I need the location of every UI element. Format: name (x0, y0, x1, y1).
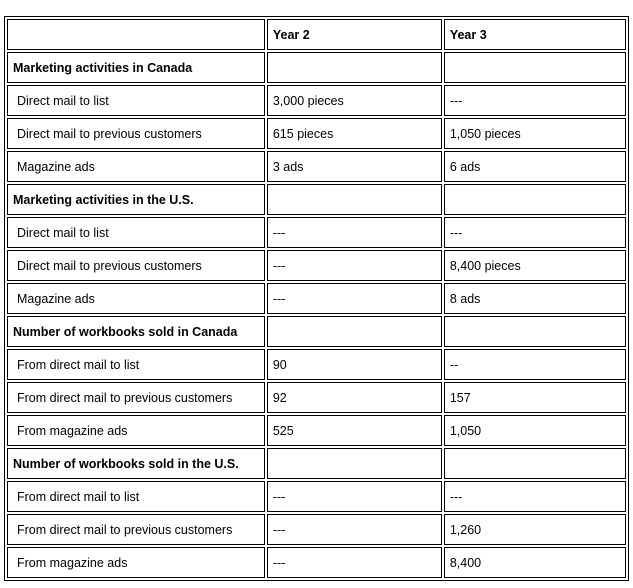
empty-cell (444, 184, 626, 215)
empty-cell (267, 184, 442, 215)
year3-value: 8,400 pieces (444, 250, 626, 281)
empty-cell (267, 316, 442, 347)
section-title: Marketing activities in Canada (7, 52, 265, 83)
year3-value: --- (444, 217, 626, 248)
year2-value: --- (267, 250, 442, 281)
row-label: Direct mail to previous customers (7, 118, 265, 149)
row-label: Direct mail to list (7, 85, 265, 116)
empty-cell (267, 448, 442, 479)
year2-value: 615 pieces (267, 118, 442, 149)
section-row (7, 52, 626, 83)
year2-value: --- (267, 481, 442, 512)
year2-value: --- (267, 547, 442, 578)
table-row (7, 382, 626, 413)
year2-value: --- (267, 514, 442, 545)
year3-value: 8 ads (444, 283, 626, 314)
section-title: Number of workbooks sold in the U.S. (7, 448, 265, 479)
row-label: From direct mail to list (7, 349, 265, 380)
row-label: From direct mail to previous customers (7, 514, 265, 545)
table-row (7, 118, 626, 149)
year2-value: 3,000 pieces (267, 85, 442, 116)
section-row (7, 316, 626, 347)
year2-value: --- (267, 283, 442, 314)
section-row (7, 184, 626, 215)
year3-value: --- (444, 85, 626, 116)
year2-value: 525 (267, 415, 442, 446)
section-title: Marketing activities in the U.S. (7, 184, 265, 215)
table-row (7, 547, 626, 578)
row-label: Magazine ads (7, 283, 265, 314)
table-row (7, 85, 626, 116)
section-title: Number of workbooks sold in Canada (7, 316, 265, 347)
year3-value: 6 ads (444, 151, 626, 182)
table-row (7, 283, 626, 314)
row-label: From direct mail to list (7, 481, 265, 512)
row-label: From magazine ads (7, 547, 265, 578)
section-row (7, 448, 626, 479)
empty-cell (444, 448, 626, 479)
year3-header: Year 3 (444, 19, 626, 50)
year3-value: 8,400 (444, 547, 626, 578)
year2-value: 92 (267, 382, 442, 413)
year3-value: 1,260 (444, 514, 626, 545)
row-label: Direct mail to previous customers (7, 250, 265, 281)
table-row (7, 514, 626, 545)
year3-value: 1,050 (444, 415, 626, 446)
year2-value: 3 ads (267, 151, 442, 182)
table-row (7, 415, 626, 446)
header-row (7, 19, 626, 50)
table-row (7, 481, 626, 512)
row-label: From direct mail to previous customers (7, 382, 265, 413)
table-row (7, 151, 626, 182)
marketing-table (4, 16, 629, 581)
table-row (7, 217, 626, 248)
year3-value: --- (444, 481, 626, 512)
empty-cell (444, 316, 626, 347)
table-row (7, 250, 626, 281)
row-label: From magazine ads (7, 415, 265, 446)
empty-cell (267, 52, 442, 83)
corner-cell (7, 19, 265, 50)
empty-cell (444, 52, 626, 83)
row-label: Direct mail to list (7, 217, 265, 248)
row-label: Magazine ads (7, 151, 265, 182)
year2-value: --- (267, 217, 442, 248)
year2-header: Year 2 (267, 19, 442, 50)
table-row (7, 349, 626, 380)
year2-value: 90 (267, 349, 442, 380)
year3-value: 157 (444, 382, 626, 413)
year3-value: -- (444, 349, 626, 380)
year3-value: 1,050 pieces (444, 118, 626, 149)
